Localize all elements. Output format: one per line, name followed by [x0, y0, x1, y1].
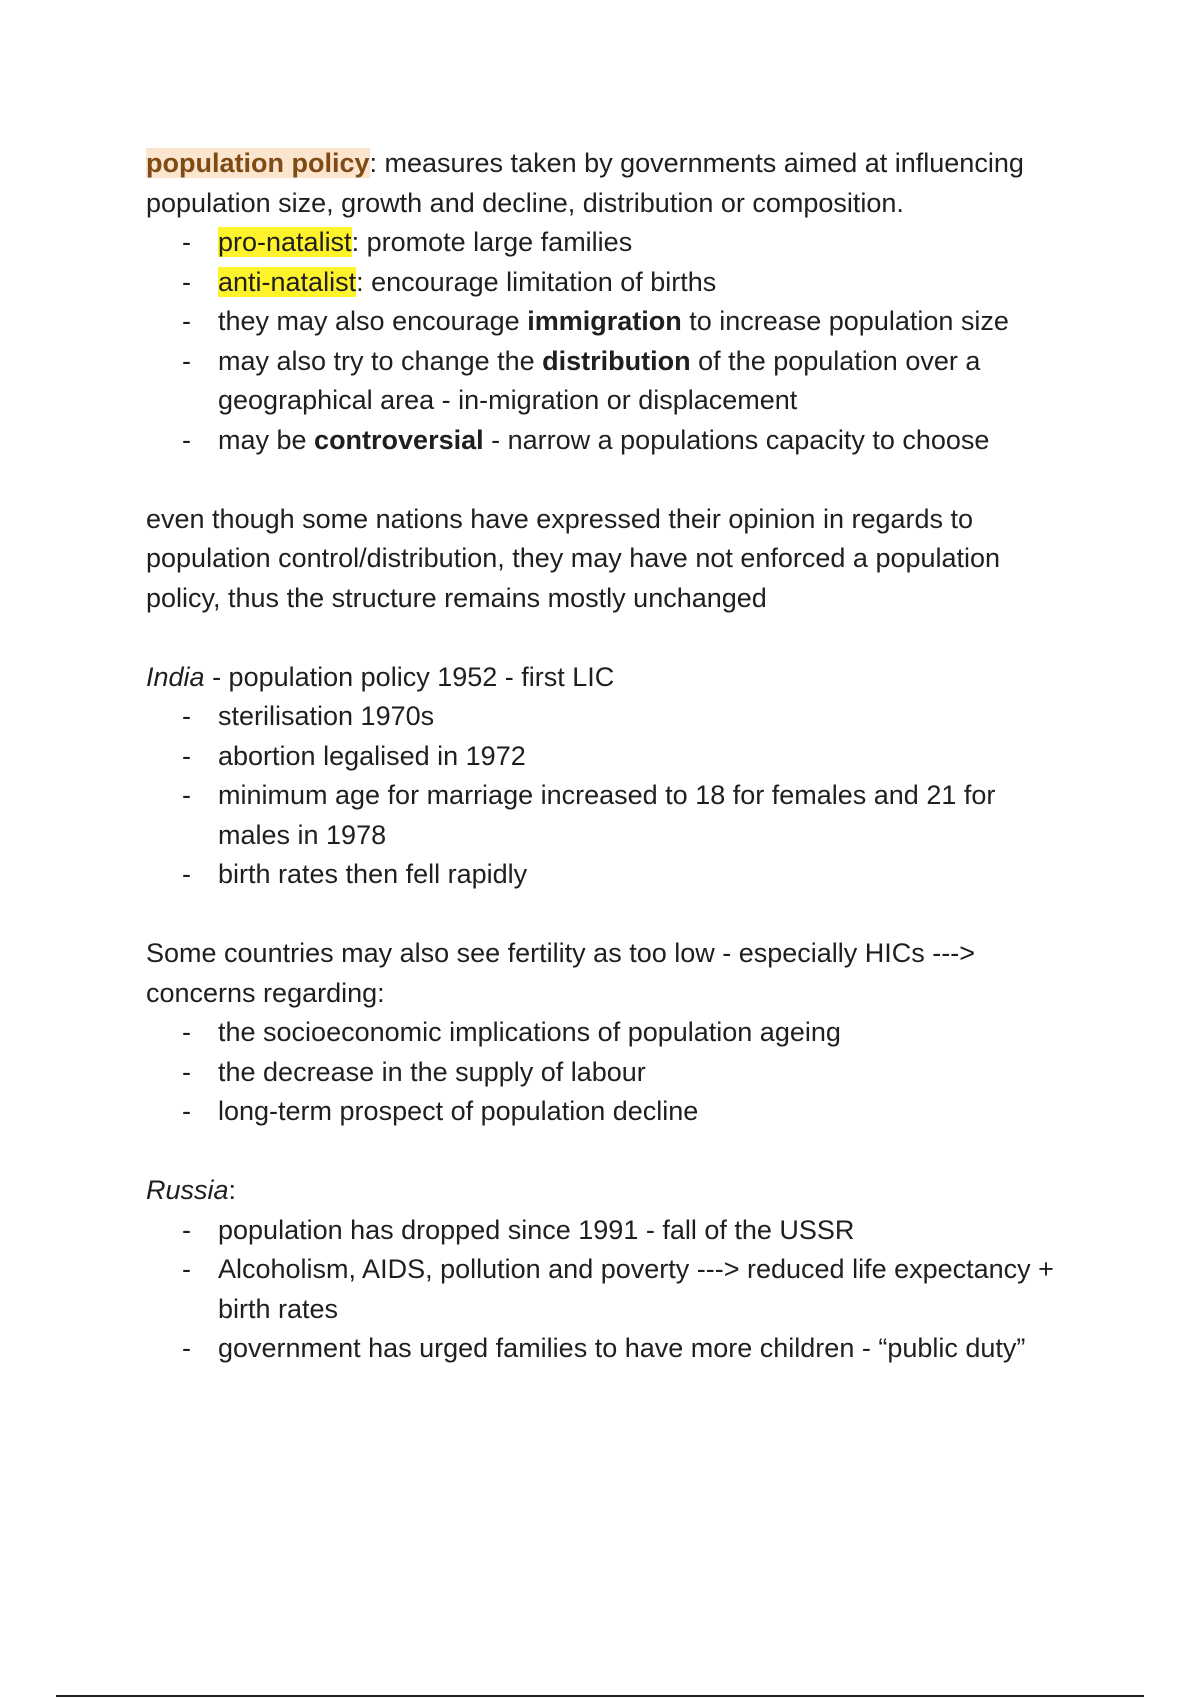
- enforcement-paragraph: even though some nations have expressed their opinion in regards to population control/distribution, they may have not enforced a population policy, thus the structure remains mostly unchanged: [146, 503, 1001, 613]
- term-pro-natalist: pro-natalist: [218, 227, 352, 257]
- list-item: - abortion legalised in 1972: [218, 737, 1066, 777]
- list-item-text: may also try to change the: [218, 345, 543, 376]
- list-item: - Alcoholism, AIDS, pollution and poverty ---> reduced life expectancy + birth rates: [218, 1250, 1066, 1329]
- list-item: - the decrease in the supply of labour: [218, 1053, 1066, 1093]
- intro-definition: : measures taken by governments aimed at influencing population size, growth and decline, distribution or composition.: [146, 148, 1024, 218]
- india-heading: [146, 658, 1066, 698]
- spacer: [146, 618, 1066, 658]
- list-item: - the socioeconomic implications of population ageing: [218, 1013, 1066, 1053]
- bottom-divider: [56, 1695, 1144, 1697]
- list-item: - minimum age for marriage increased to 18 for females and 21 for males in 1978: [218, 776, 1066, 855]
- india-list: [146, 697, 1066, 895]
- spacer: [146, 1132, 1066, 1172]
- list-item-pro-natalist: [218, 223, 1066, 263]
- list-item-text: they may also encourage: [218, 306, 528, 336]
- russia-heading: [146, 1171, 1066, 1211]
- spacer: [146, 895, 1066, 935]
- list-item: - population has dropped since 1991 - fall of the USSR: [218, 1211, 1066, 1251]
- intro-paragraph: [146, 144, 1066, 223]
- india-country-label: India: [146, 661, 205, 692]
- list-item-distribution: [218, 342, 1066, 421]
- document-page: [146, 144, 1066, 1369]
- india-heading-text: - population policy 1952 - first LIC: [204, 661, 615, 692]
- bold-immigration: immigration: [527, 306, 682, 336]
- list-item-text: - narrow a populations capacity to choose: [483, 424, 990, 455]
- term-anti-natalist: anti-natalist: [218, 266, 357, 297]
- list-item: - birth rates then fell rapidly: [218, 855, 1066, 895]
- list-item-text: may be: [218, 424, 315, 455]
- russia-country-label: Russia: [146, 1175, 229, 1205]
- list-item-text: to increase population size: [681, 306, 1009, 336]
- list-item-text: of the population over a geographical area - in-migration or displacement: [218, 345, 981, 415]
- list-item: - government has urged families to have more children - “public duty”: [218, 1329, 1066, 1369]
- russia-list: [146, 1211, 1066, 1369]
- list-item-anti-natalist: [218, 263, 1066, 303]
- list-item-immigration: [218, 302, 1066, 342]
- low-fertility-paragraph: Some countries may also see fertility as too low - especially HICs ---> concerns regarding:: [146, 938, 976, 1008]
- list-item: - long-term prospect of population decline: [218, 1092, 1066, 1132]
- list-item-controversial: [218, 421, 1066, 461]
- list-item: - sterilisation 1970s: [218, 697, 1066, 737]
- list-item-text: : promote large families: [351, 227, 633, 257]
- term-population-policy: population policy: [146, 148, 370, 178]
- spacer: [146, 460, 1066, 500]
- list-item-text: : encourage limitation of births: [356, 266, 717, 297]
- intro-list: [146, 223, 1066, 460]
- bold-controversial: controversial: [314, 424, 484, 455]
- bold-distribution: distribution: [542, 345, 691, 376]
- low-fertility-list: [146, 1013, 1066, 1132]
- russia-heading-text: :: [228, 1175, 237, 1205]
